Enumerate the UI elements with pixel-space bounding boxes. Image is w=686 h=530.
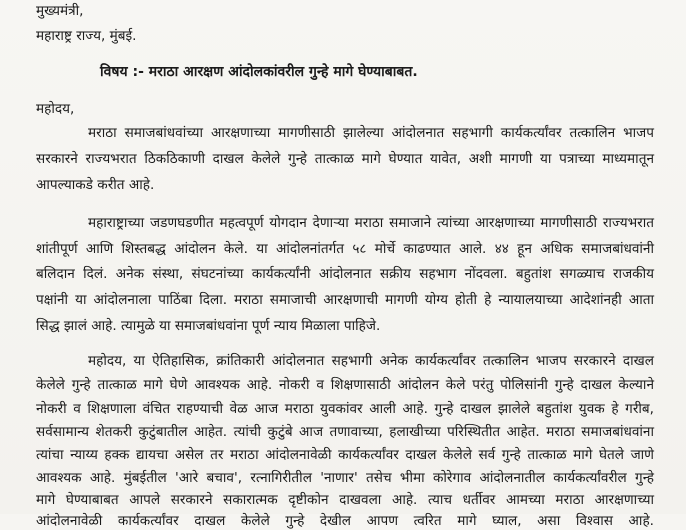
paragraph-line: सिद्ध झालं आहे. त्यामुळे या समाजबांधवांना पूर्ण न्याय मिळाला पाहिजे.: [36, 318, 381, 334]
paragraph-line: आवश्यक आहे. मुंबईतील 'आरे बचाव', रत्नागिरीतील 'नाणार' तसेच भीमा कोरेगाव आंदोलनातील कार्यकर्त्यांवरील गुन्हे: [36, 470, 654, 486]
paragraph-line: केलेले गुन्हे तात्काळ मागे घेणे आवश्यक आहे. नोकरी व शिक्षणासाठी आंदोलन केले परंतु पोलिसांनी गुन्हे दाखल केल्याने: [36, 377, 654, 393]
paragraph-line: नोकरी व शिक्षणाला वंचित राहण्याची वेळ आज मराठा युवकांवर आली आहे. गुन्हे दाखल झालेले बहुतांश युवक हे गरीब,: [36, 401, 654, 417]
paragraph-line: शांतीपूर्ण आणि शिस्तबद्ध आंदोलन केले. या आंदोलनांतर्गत ५८ मोर्चे काढण्यात आले. ४४ हून अधिक समाजबांधवांनी: [36, 241, 654, 257]
paragraph-line: महाराष्ट्राच्या जडणघडणीत महत्वपूर्ण योगदान देणाऱ्या मराठा समाजाने त्यांच्या आरक्षणाच्या मागणीसाठी राज्यभरात: [88, 215, 654, 231]
letter-subject: विषय :- मराठा आरक्षण आंदोलकांवरील गुन्हे मागे घेण्याबाबत.: [100, 64, 418, 80]
paragraph-line: आपल्याकडे करीत आहे.: [36, 177, 155, 193]
paragraph-line: सरकारने राज्यभरात ठिकठिकाणी दाखल केलेले गुन्हे तात्काळ मागे घेण्यात यावेत, अशी मागणी या पत्राच्या माध्यमातून: [36, 151, 654, 167]
paragraph-line: मराठा समाजबांधवांच्या आरक्षणाच्या मागणीसाठी झालेल्या आंदोलनात सहभागी कार्यकर्त्यांवर तत्कालिन भाजप: [88, 125, 654, 141]
addressee-state: महाराष्ट्र राज्य, मुंबई.: [36, 28, 137, 44]
paragraph-line: महोदय, या ऐतिहासिक, क्रांतिकारी आंदोलनात सहभागी अनेक कार्यकर्त्यांवर तत्कालिन भाजप सरकारने दाखल: [88, 353, 654, 369]
paragraph-line: त्यांचा न्याय्य हक्क द्यायचा असेल तर मराठा आंदोलनावेळी कार्यकर्त्यांवर दाखल केलेले सर्व गुन्हे तात्काळ मागे घेतले जाणे: [36, 447, 654, 463]
paragraph-line: आंदोलनावेळी कार्यकर्त्यांवर दाखल केलेले गुन्हे देखील आपण त्वरित मागे घ्याल, असा विश्वास आहे.: [36, 513, 654, 529]
salutation: महोदय,: [36, 101, 75, 117]
paragraph-line: मागे घेण्याबाबत आपले सरकारने सकारात्मक दृष्टीकोन दाखवला आहे. त्याच धर्तीवर आमच्या मराठा आरक्षणाच्या: [36, 492, 654, 508]
paragraph-line: पक्षांनी या आंदोलनाला पाठिंबा दिला. मराठा समाजाची आरक्षणाची मागणी योग्य होती हे न्यायालयाच्या आदेशांनही आता: [36, 292, 654, 308]
paragraph-line: सर्वसामान्य शेतकरी कुटुंबातील आहेत. त्यांची कुटुंबे आज तणावाच्या, हलाखीच्या परिस्थितीत आहेत. मराठा समाजबांधवांना: [36, 424, 654, 440]
addressee-title: मुख्यमंत्री,: [36, 3, 84, 19]
paragraph-line: बलिदान दिलं. अनेक संस्था, संघटनांच्या कार्यकर्त्यांनी आंदोलनात सक्रीय सहभाग नोंदवला. बहुतांश सगळ्याच राजकीय: [36, 266, 654, 282]
